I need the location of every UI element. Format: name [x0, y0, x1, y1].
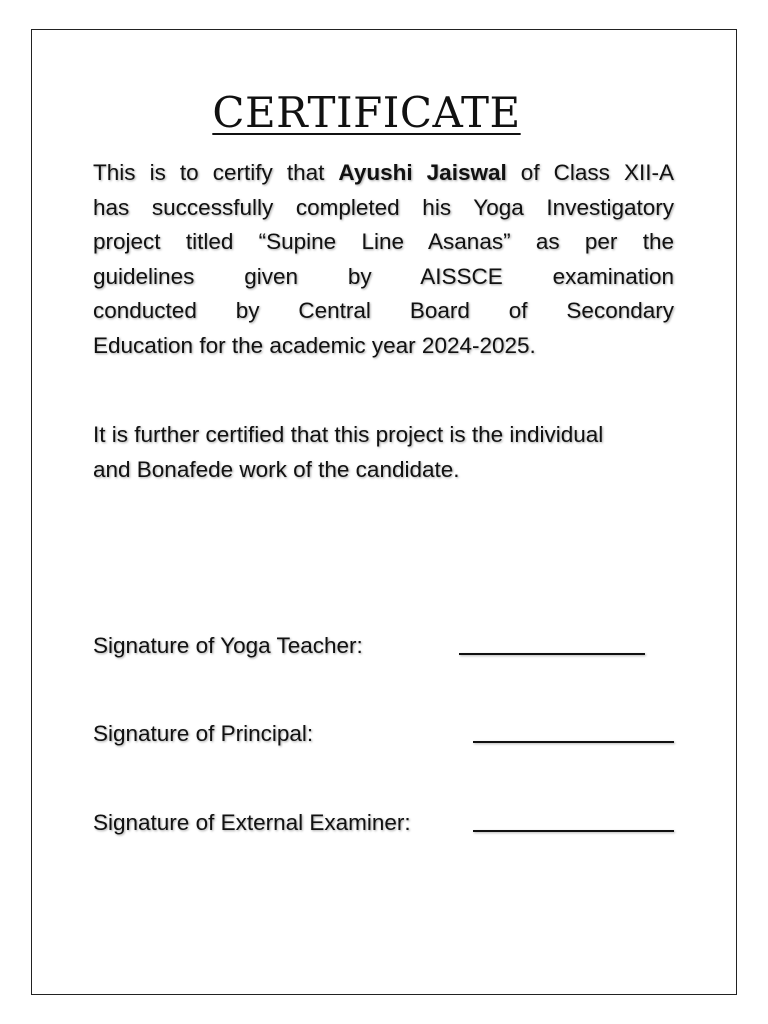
signature-label: Signature of Principal:	[93, 721, 314, 746]
signature-line	[459, 653, 645, 655]
paragraph-line: has successfully completed his Yoga Investigatory	[93, 194, 674, 220]
certificate-title: CERTIFICATE	[212, 88, 521, 137]
signature-row-principal	[93, 717, 676, 751]
paragraph-line: conducted by Central Board of Secondary	[93, 298, 674, 323]
paragraph-line: guidelines given by AISSCE examination	[93, 263, 674, 289]
signature-label: Signature of Yoga Teacher:	[93, 633, 363, 658]
signature-label: Signature of External Examiner:	[93, 810, 411, 835]
text-segment: This is to certify that	[93, 160, 339, 185]
paragraph-line: project titled “Supine Line Asanas” as per the	[93, 229, 674, 254]
student-name: Ayushi Jaiswal	[338, 160, 507, 185]
bonafide-paragraph	[93, 418, 674, 487]
paragraph-line: It is further certified that this project is the individual	[93, 422, 604, 447]
paragraph-line: and Bonafede work of the candidate.	[93, 456, 460, 482]
paragraph-line	[93, 156, 674, 191]
signature-line	[473, 830, 674, 832]
signature-row-yoga-teacher	[93, 629, 676, 663]
paragraph-line: Education for the academic year 2024-2025.	[93, 332, 536, 358]
certification-paragraph	[93, 156, 674, 363]
text-segment: of Class XII-A	[506, 160, 674, 185]
signature-row-external-examiner	[93, 806, 676, 840]
signature-line	[473, 741, 674, 743]
